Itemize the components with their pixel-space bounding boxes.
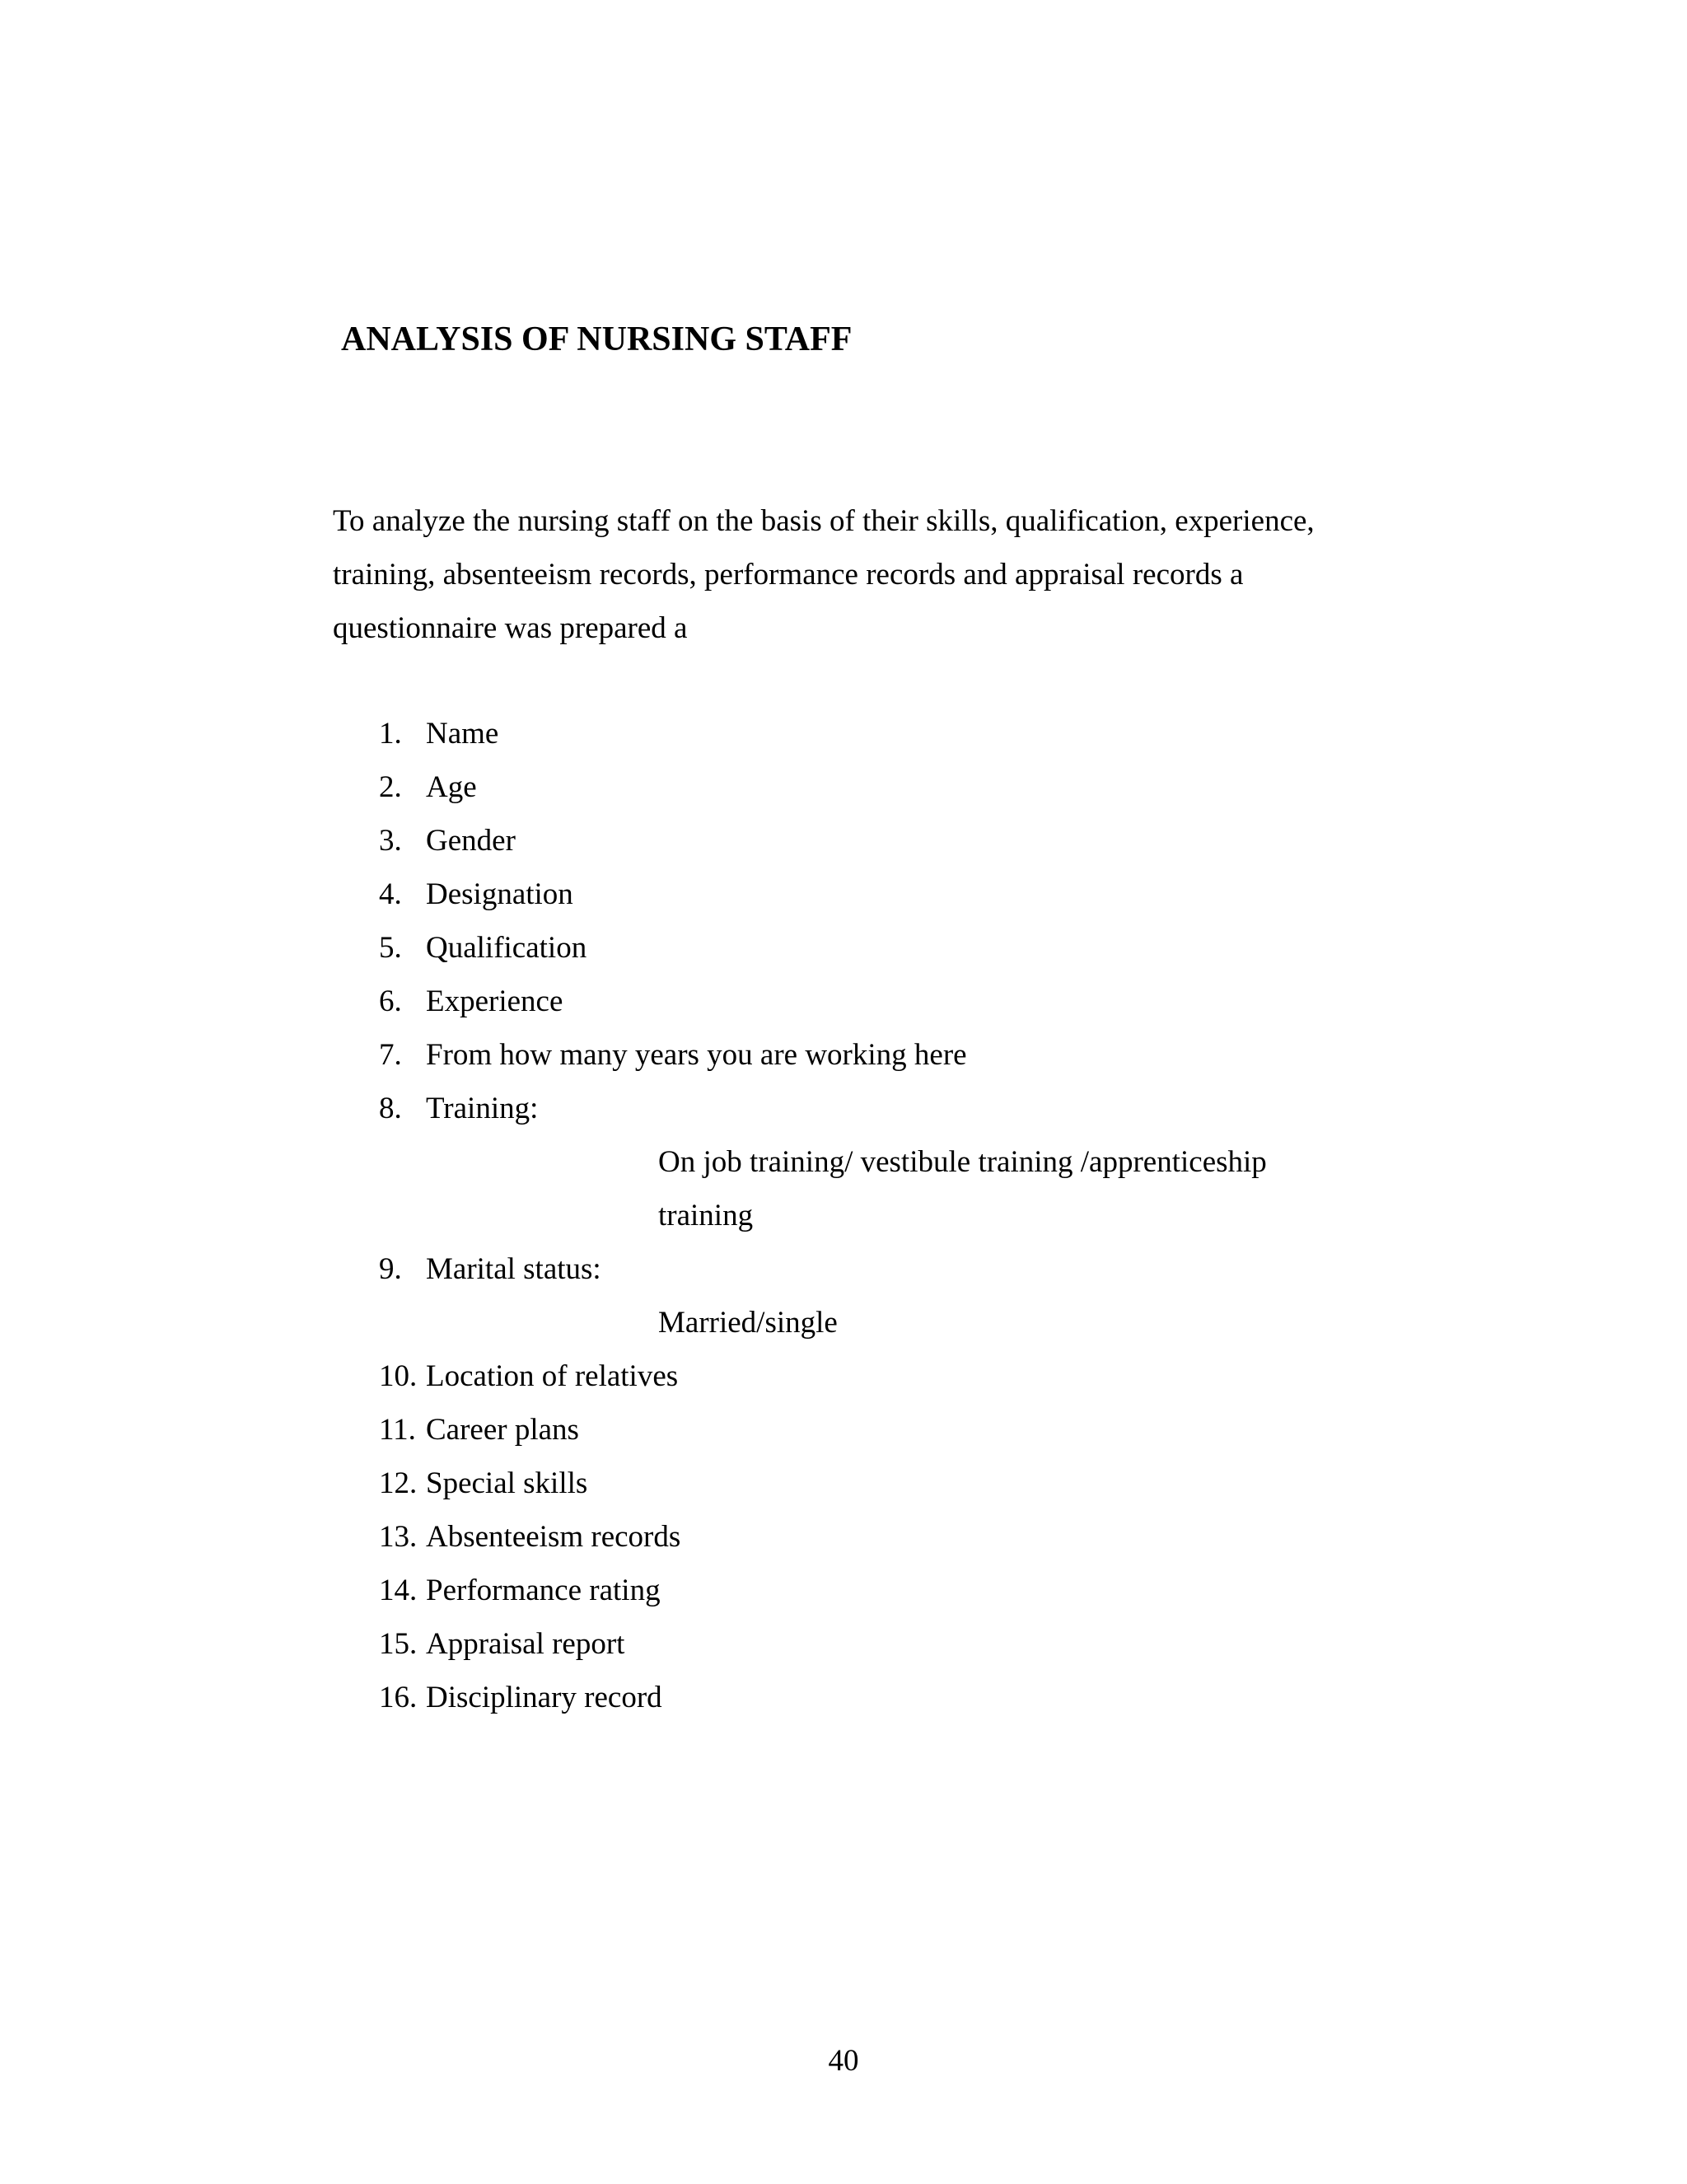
list-item [0,814,1687,868]
item-text: Special skills [426,1466,588,1500]
item-number: 14. [379,1574,418,1607]
item-text: Qualification [426,931,587,965]
item-number: 4. [379,877,402,911]
list-item [0,921,1687,975]
item-options: training [658,1199,754,1232]
item-text: Gender [426,824,516,858]
list-item [0,1564,1687,1617]
list-item [0,760,1687,814]
list-item-option [0,1296,1687,1349]
item-text: Experience [426,984,563,1018]
item-number: 9. [379,1252,402,1286]
item-text: Marital status: [426,1252,601,1286]
item-options: On job training/ vestibule training /apprenticeship [658,1145,1267,1179]
item-number: 13. [379,1520,418,1554]
intro-line: training, absenteeism records, performance records and appraisal records a [333,558,1244,592]
item-text: From how many years you are working here [426,1038,967,1072]
list-item [0,1028,1687,1082]
item-text: Appraisal report [426,1627,625,1661]
item-text: Career plans [426,1413,579,1447]
item-number: 12. [379,1466,418,1500]
list-item [0,707,1687,760]
item-number: 7. [379,1038,402,1072]
questionnaire-list [0,707,1687,1724]
intro-paragraph [333,494,1404,655]
item-text: Absenteeism records [426,1520,681,1554]
intro-line: questionnaire was prepared a [333,611,688,645]
item-text: Name [426,717,499,751]
item-text: Designation [426,877,573,911]
intro-line: To analyze the nursing staff on the basis of their skills, qualification, experience, [333,504,1315,538]
list-item [0,1082,1687,1135]
item-number: 8. [379,1092,402,1125]
item-number: 5. [379,931,402,965]
item-number: 11. [379,1413,416,1447]
list-item [0,1671,1687,1724]
page-title: ANALYSIS OF NURSING STAFF [341,320,853,358]
list-item [0,1510,1687,1564]
item-text: Training: [426,1092,539,1125]
item-number: 10. [379,1359,418,1393]
item-text: Performance rating [426,1574,661,1607]
item-number: 16. [379,1681,418,1714]
list-item [0,1457,1687,1510]
item-number: 3. [379,824,402,858]
list-item [0,1617,1687,1671]
item-number: 2. [379,770,402,804]
item-number: 1. [379,717,402,751]
item-text: Disciplinary record [426,1681,662,1714]
list-item [0,1403,1687,1457]
item-text: Age [426,770,477,804]
list-item [0,868,1687,921]
item-options: Married/single [658,1306,838,1340]
item-text: Location of relatives [426,1359,679,1393]
list-item-option [0,1189,1687,1242]
list-item [0,975,1687,1028]
item-number: 15. [379,1627,418,1661]
item-number: 6. [379,984,402,1018]
list-item-option [0,1135,1687,1189]
list-item [0,1242,1687,1296]
page-number: 40 [828,2044,859,2078]
list-item [0,1349,1687,1403]
